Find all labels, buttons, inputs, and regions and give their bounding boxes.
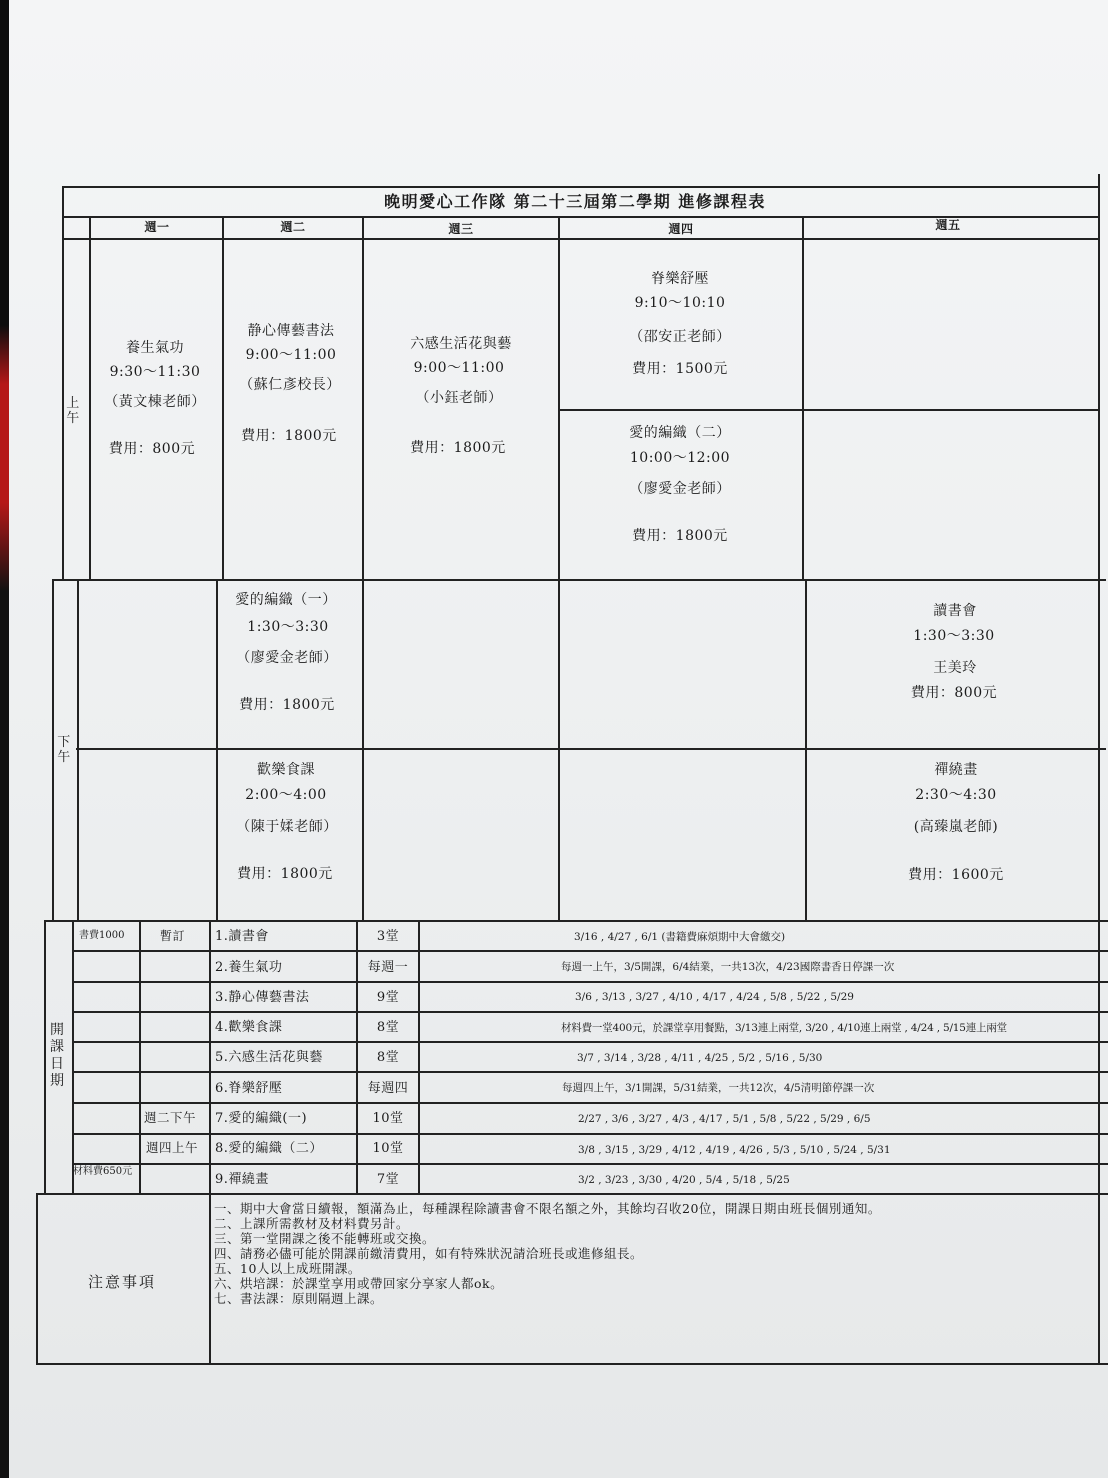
row-count: 7堂 xyxy=(376,1172,400,1187)
rule-am-pm xyxy=(52,579,1106,581)
rule-dates-c4 xyxy=(356,920,358,1194)
rule-left-top xyxy=(62,186,64,580)
day-header-mon: 週一 xyxy=(144,220,170,234)
rule-d6 xyxy=(72,1102,1108,1104)
note-item: 二、上課所需教材及材料費另計。 xyxy=(214,1216,410,1231)
course-teacher: (高臻嵐老師) xyxy=(913,819,999,835)
period-morning: 上午 xyxy=(66,396,80,426)
row-course: 1.讀書會 xyxy=(215,929,269,944)
row-count: 10堂 xyxy=(372,1141,404,1156)
dates-section-label: 開課日期 xyxy=(50,1022,65,1089)
course-time: 9:30～11:30 xyxy=(109,364,201,380)
row-note: 書費1000 xyxy=(79,930,125,941)
rule-col-tue-am xyxy=(222,216,224,580)
course-name: 愛的編織（一） xyxy=(235,592,337,608)
course-name: 六感生活花與藝 xyxy=(410,336,512,352)
rule-left-dates xyxy=(44,920,46,1194)
note-item: 七、書法課：原則隔週上課。 xyxy=(214,1291,384,1306)
course-teacher: （廖愛金老師） xyxy=(236,650,338,666)
rule-thu-split xyxy=(559,409,1100,411)
course-time: 2:30～4:30 xyxy=(915,787,997,803)
rule-left-mid xyxy=(52,579,54,921)
course-fee: 費用：1800元 xyxy=(241,428,337,444)
course-teacher: （邵安正老師） xyxy=(629,329,731,345)
course-name: 禪繞畫 xyxy=(934,762,978,778)
course-time: 9:00～11:00 xyxy=(413,360,505,376)
row-count: 9堂 xyxy=(376,990,400,1005)
course-fee: 費用：1800元 xyxy=(632,528,728,544)
rule-d1 xyxy=(72,950,1108,952)
row-course: 9.禪繞畫 xyxy=(215,1172,269,1187)
course-fee: 費用：1600元 xyxy=(908,867,1004,883)
row-sub: 週二下午 xyxy=(144,1110,197,1125)
rule-d3 xyxy=(72,1011,1108,1013)
note-item: 一、期中大會當日續報，額滿為止，每種課程除讀書會不限名額之外，其餘均召收20位，開課日期由班長個別通知。 xyxy=(214,1201,881,1216)
note-item: 四、請務必儘可能於開課前繳清費用，如有特殊狀況請洽班長或進修組長。 xyxy=(214,1246,644,1261)
row-count: 每週四 xyxy=(367,1081,409,1096)
notes-label: 注意事項 xyxy=(88,1273,157,1291)
course-time: 9:10～10:10 xyxy=(634,295,726,311)
row-course: 6.脊樂舒壓 xyxy=(215,1081,283,1096)
rule-col-mon-pm xyxy=(77,579,79,921)
course-fee: 費用：1800元 xyxy=(239,697,335,713)
course-time: 2:00～4:00 xyxy=(245,787,327,803)
rule-notes-top xyxy=(36,1193,1108,1195)
rule-col-thu xyxy=(558,216,560,921)
rule-pm-split xyxy=(76,748,1106,750)
rule-d4 xyxy=(72,1041,1108,1043)
rule-d2 xyxy=(72,981,1108,983)
row-course: 4.歡樂食課 xyxy=(215,1020,283,1035)
row-dates: 3/2 , 3/23 , 3/30 , 4/20 , 5/4 , 5/18 , 5/25 xyxy=(578,1174,790,1186)
row-count: 10堂 xyxy=(372,1111,404,1126)
rule-d7 xyxy=(72,1133,1108,1135)
course-teacher: （小鈺老師） xyxy=(415,390,503,406)
row-sub: 週四上午 xyxy=(146,1140,199,1155)
course-teacher: （黃文棟老師） xyxy=(104,394,206,410)
row-course: 2.養生氣功 xyxy=(215,960,283,975)
rule-col-fri-pm xyxy=(805,579,807,921)
course-name: 愛的編織（二） xyxy=(629,425,731,441)
row-dates: 材料費一堂400元，於課堂享用餐點，3/13連上兩堂, 3/20 , 4/10連上兩堂 , 4/24 , 5/15連上兩堂 xyxy=(561,1022,1007,1034)
course-time: 9:00～11:00 xyxy=(245,347,337,363)
course-teacher: 王美玲 xyxy=(933,660,977,676)
note-item: 五、10人以上成班開課。 xyxy=(214,1261,361,1276)
rule-bottom xyxy=(36,1363,1108,1365)
rule-dates-c2 xyxy=(139,920,141,1194)
row-count: 每週一 xyxy=(367,960,409,975)
course-name: 讀書會 xyxy=(933,603,977,619)
course-name: 静心傳藝書法 xyxy=(247,323,335,339)
row-dates: 3/7 , 3/14 , 3/28 , 4/11 , 4/25 , 5/2 , 5/16 , 5/30 xyxy=(577,1052,823,1064)
course-name: 歡樂食課 xyxy=(257,762,315,778)
rule-dates-top xyxy=(45,920,1108,922)
course-teacher: （蘇仁彥校長） xyxy=(239,377,341,393)
note-item: 六、烘培課：於課堂享用或帶回家分享家人都ok。 xyxy=(214,1276,504,1291)
rule-dates-c5 xyxy=(418,920,420,1194)
course-fee: 費用：800元 xyxy=(910,685,998,701)
row-course: 7.愛的編織(一) xyxy=(215,1111,308,1126)
rule-d5 xyxy=(72,1071,1108,1073)
course-name: 養生氣功 xyxy=(126,340,184,356)
course-fee: 費用：1800元 xyxy=(410,440,506,456)
row-dates: 每週四上午，3/1開課，5/31結業，一共12次，4/5清明節停課一次 xyxy=(562,1082,875,1094)
row-course: 5.六感生活花與藝 xyxy=(215,1050,323,1065)
course-time: 1:30～3:30 xyxy=(247,619,329,635)
row-dates: 3/8 , 3/15 , 3/29 , 4/12 , 4/19 , 4/26 , 5/3 , 5/10 , 5/24 , 5/31 xyxy=(578,1144,891,1156)
row-count: 8堂 xyxy=(376,1020,400,1035)
rule-col-mon-am xyxy=(89,216,91,580)
course-teacher: （陳于媃老師） xyxy=(236,819,338,835)
period-afternoon: 下午 xyxy=(57,735,71,765)
row-dates: 3/16 , 4/27 , 6/1 (書籍費麻煩期中大會繳交) xyxy=(574,931,786,943)
row-dates: 2/27 , 3/6 , 3/27 , 4/3 , 4/17 , 5/1 , 5/8 , 5/22 , 5/29 , 6/5 xyxy=(578,1113,871,1125)
rule-d8 xyxy=(72,1163,1108,1165)
day-header-thu: 週四 xyxy=(668,222,694,236)
course-fee: 費用：1800元 xyxy=(237,866,333,882)
day-header-tue: 週二 xyxy=(280,220,306,234)
rule-col-wed xyxy=(362,216,364,921)
row-dates: 3/6 , 3/13 , 3/27 , 4/10 , 4/17 , 4/24 , 5/8 , 5/22 , 5/29 xyxy=(575,991,854,1003)
day-header-fri: 週五 xyxy=(935,218,961,232)
row-sub: 暫訂 xyxy=(160,929,186,943)
rule-col-tue-pm xyxy=(216,579,218,921)
course-time: 10:00～12:00 xyxy=(629,450,731,466)
course-fee: 費用：1500元 xyxy=(632,361,728,377)
rule-days-bottom xyxy=(62,238,1100,240)
course-time: 1:30～3:30 xyxy=(913,628,995,644)
note-item: 三、第一堂開課之後不能轉班或交換。 xyxy=(214,1231,436,1246)
course-fee: 費用：800元 xyxy=(108,441,196,457)
course-teacher: （廖愛金老師） xyxy=(629,481,731,497)
day-header-wed: 週三 xyxy=(448,222,474,236)
rule-col-fri-am xyxy=(802,216,804,580)
row-note: 材料費650元 xyxy=(73,1166,133,1177)
rule-dates-c1 xyxy=(72,920,74,1194)
rule-right xyxy=(1098,174,1100,1364)
rule-top xyxy=(62,186,1100,188)
row-course: 3.静心傳藝書法 xyxy=(215,990,310,1005)
row-dates: 每週一上午，3/5開課，6/4結業，一共13次，4/23國際書香日停課一次 xyxy=(561,961,895,973)
row-count: 8堂 xyxy=(376,1050,400,1065)
row-course: 8.愛的編織（二） xyxy=(215,1141,323,1156)
rule-left-notes xyxy=(36,1193,38,1364)
course-name: 脊樂舒壓 xyxy=(651,271,709,287)
page-title: 晚明愛心工作隊 第二十三屆第二學期 進修課程表 xyxy=(384,192,766,211)
rule-dates-c3 xyxy=(209,920,211,1364)
row-count: 3堂 xyxy=(376,929,400,944)
